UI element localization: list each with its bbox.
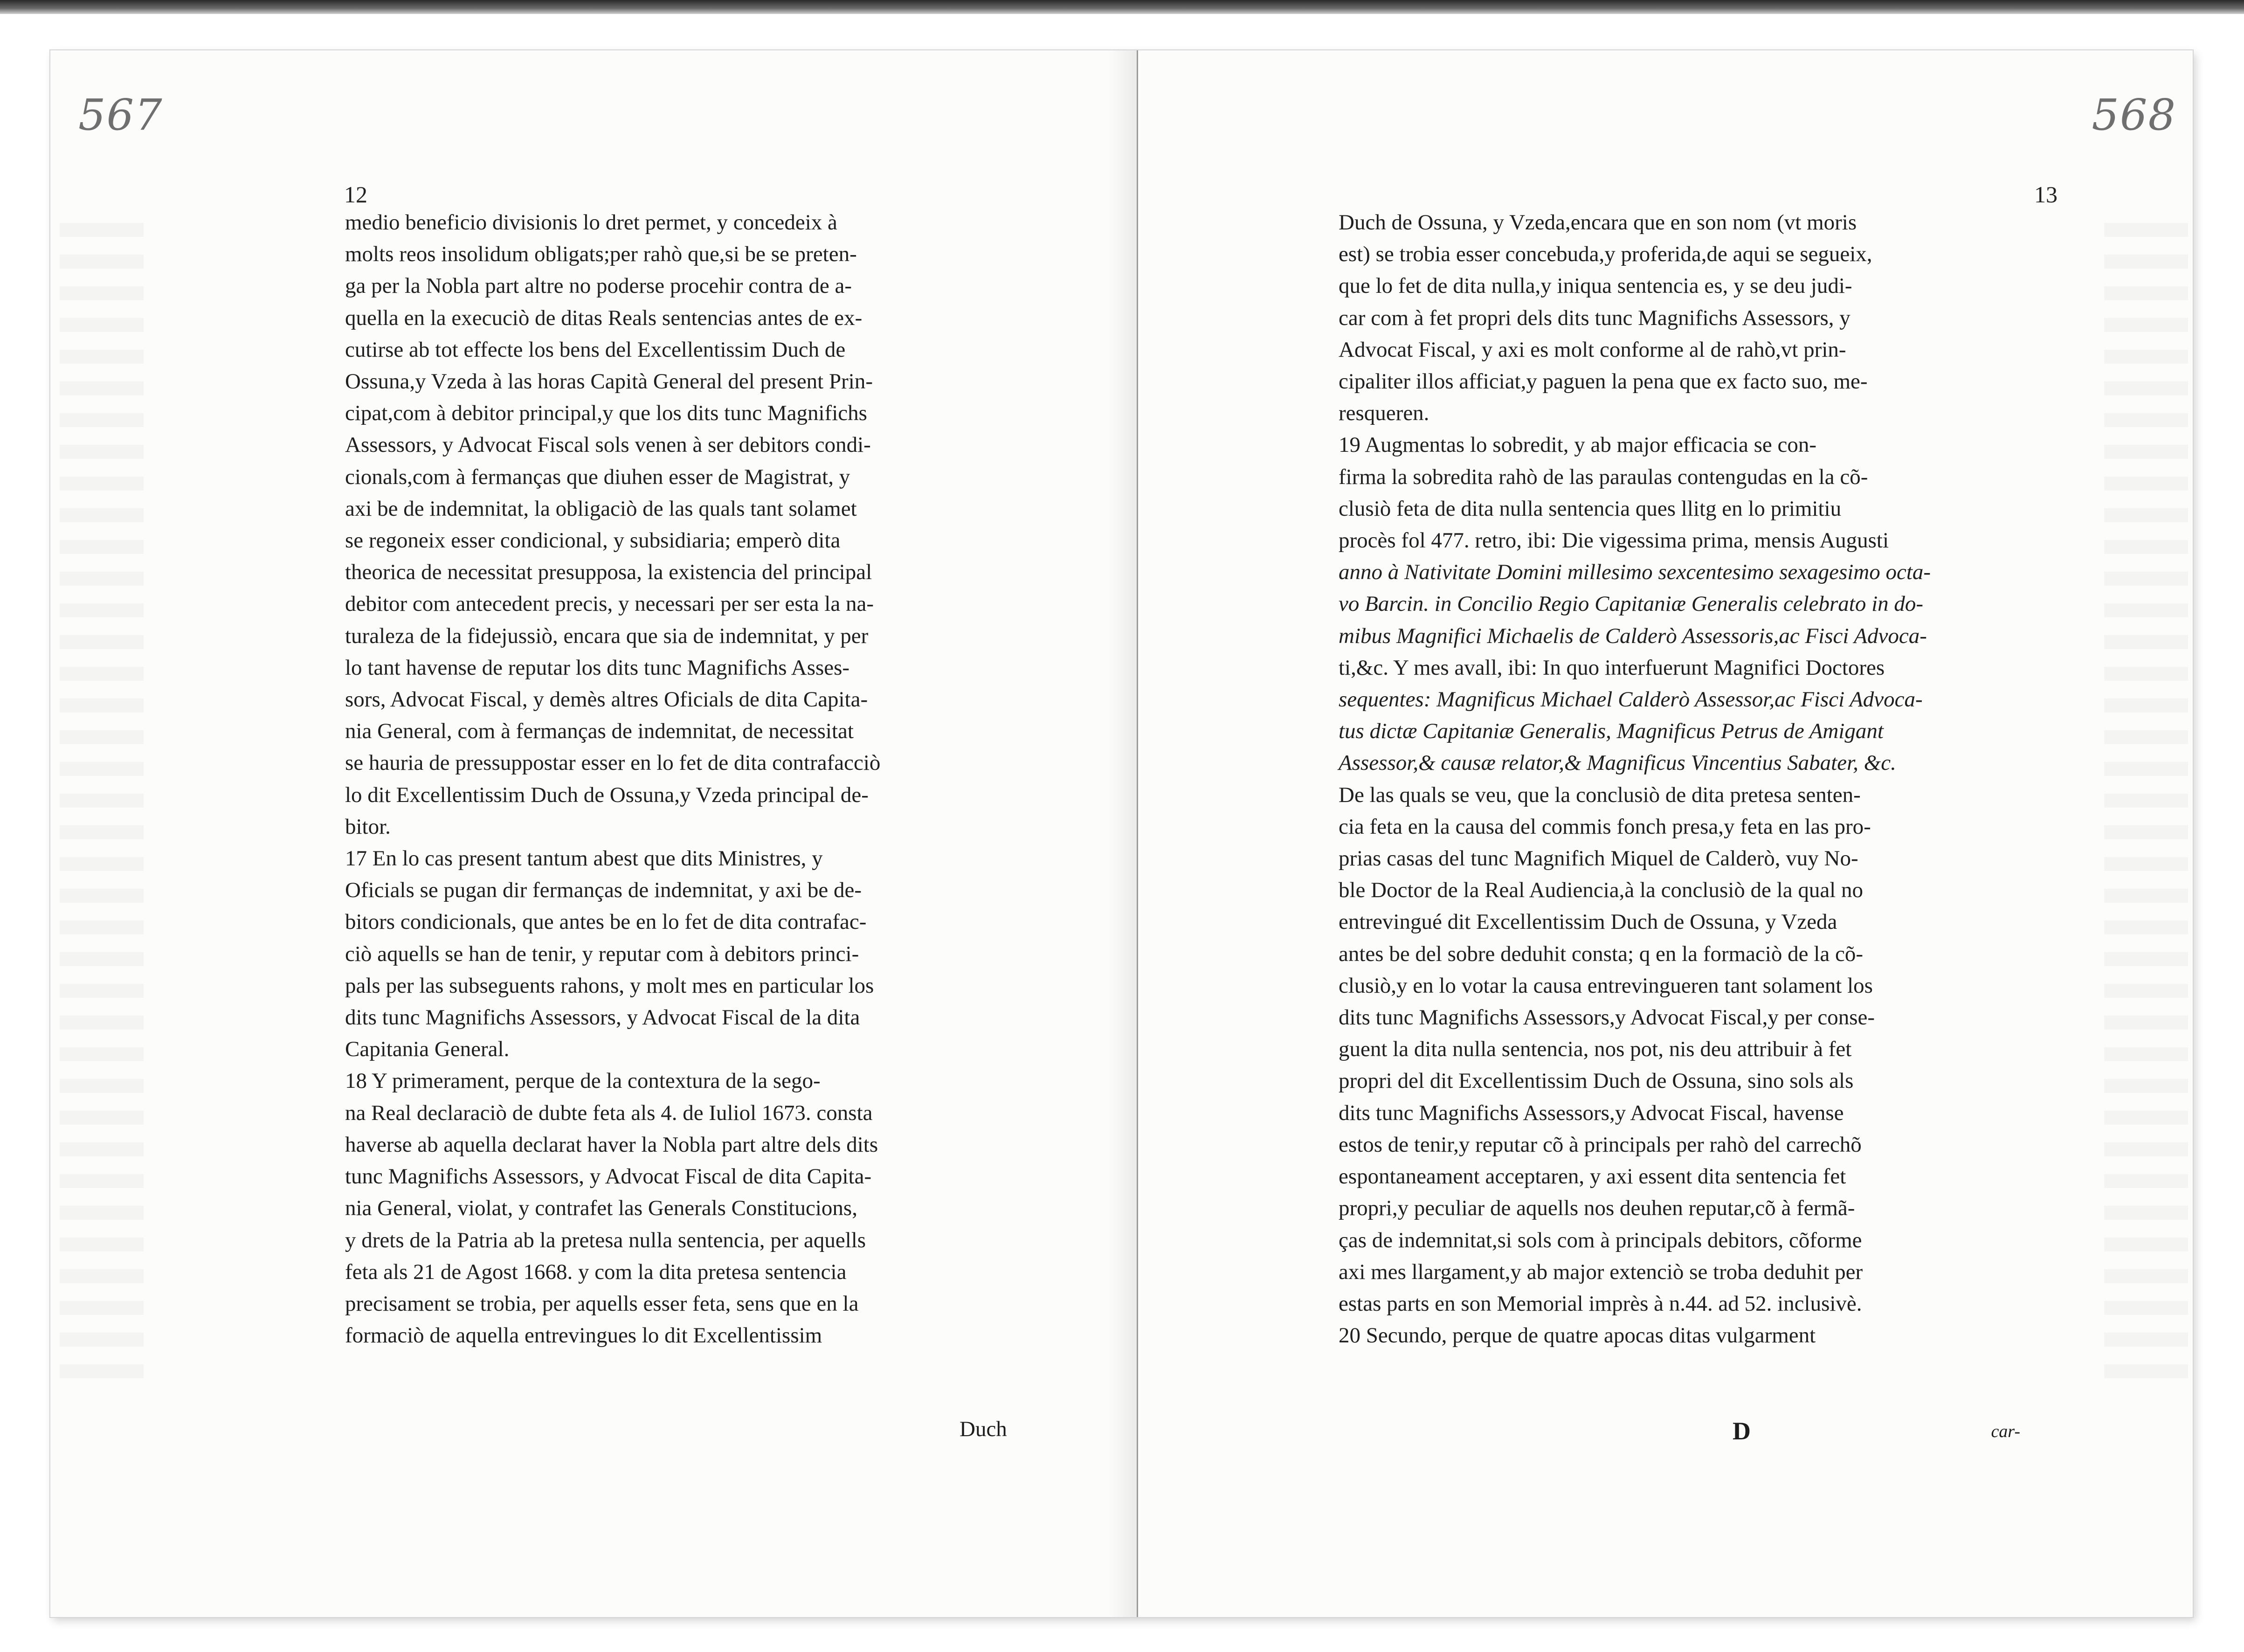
text-line: quella en la execuciò de ditas Reals sentencias antes de ex- (345, 305, 863, 330)
text-line: estas parts en son Memorial imprès à n.44. ad 52. inclusivè. (1339, 1291, 1862, 1316)
text-line: De las quals se veu, que la conclusiò de dita pretesa senten- (1339, 782, 1861, 807)
text-line: bitors condicionals, que antes be en lo fet de dita contrafac- (345, 910, 867, 934)
text-line: Assessor,& causæ relator,& Magnificus Vincentius Sabater, &c. (1339, 751, 1896, 775)
text-line: ciò aquells se han de tenir, y reputar com à debitors princi- (345, 941, 859, 966)
text-line: mibus Magnifici Michaelis de Calderò Assessoris,ac Fisci Advoca- (1339, 623, 1927, 648)
text-line: haverse ab aquella declarat haver la Nobla part altre dels dits (345, 1132, 878, 1157)
text-line: precisament se trobia, per aquells esser feta, sens que en la (345, 1291, 859, 1316)
text-line: axi be de indemnitat, la obligaciò de las quals tant solamet (345, 496, 857, 521)
handwritten-folio-right: 568 (2092, 90, 2176, 140)
text-line: na Real declaraciò de dubte feta als 4. de Iuliol 1673. consta (345, 1100, 873, 1125)
text-line: propri,y peculiar de aquells nos deuhen reputar,cõ à fermã- (1339, 1196, 1855, 1221)
text-line: y drets de la Patria ab la pretesa nulla sentencia, per aquells (345, 1228, 866, 1252)
text-line: lo tant havense de reputar los dits tunc Magnifichs Asses- (345, 655, 850, 680)
handwritten-folio-left: 567 (78, 90, 163, 140)
text-line: prias casas del tunc Magnifich Miquel de Calderò, vuy No- (1339, 846, 1858, 871)
text-line: espontaneament acceptaren, y axi essent dita sentencia fet (1339, 1164, 1846, 1189)
text-line: ti,&c. Y mes avall, ibi: In quo interfuerunt Magnifici Doctores (1339, 655, 1885, 680)
text-line: Assessors, y Advocat Fiscal sols venen à ser debitors condi- (345, 433, 871, 457)
text-line: 18 Y primerament, perque de la contextura de la sego- (345, 1069, 821, 1093)
text-line: feta als 21 de Agost 1668. y com la dita pretesa sentencia (345, 1259, 847, 1284)
document-spread (50, 50, 2193, 1617)
text-line: formaciò de aquella entrevingues lo dit Excellentissim (345, 1323, 822, 1348)
text-line: tus dictæ Capitaniæ Generalis, Magnificus Petrus de Amigant (1339, 719, 1884, 744)
text-line: nia General, violat, y contrafet las Generals Constitucions, (345, 1196, 857, 1221)
text-line: 19 Augmentas lo sobredit, y ab major efficacia se con- (1339, 433, 1816, 457)
text-line: 17 En lo cas present tantum abest que dits Ministres, y (345, 846, 823, 871)
text-line: procès fol 477. retro, ibi: Die vigessima prima, mensis Augusti (1339, 528, 1889, 553)
catchword-left: Duch (960, 1417, 1007, 1441)
left-page (50, 50, 1138, 1617)
page-number-left: 12 (344, 181, 367, 207)
text-line: bitor. (345, 814, 391, 839)
text-line: tunc Magnifichs Assessors, y Advocat Fiscal de dita Capita- (345, 1164, 872, 1189)
text-line: nia General, com à fermanças de indemnitat, de necessitat (345, 719, 854, 744)
text-line: entrevingué dit Excellentissim Duch de Ossuna, y Vzeda (1339, 910, 1837, 934)
text-line: dits tunc Magnifichs Assessors,y Advocat Fiscal,y per conse- (1339, 1005, 1875, 1030)
text-line: car com à fet propri dels dits tunc Magnifichs Assessors, y (1339, 305, 1850, 330)
text-line: axi mes llargament,y ab major extenciò se troba deduhit per (1339, 1259, 1863, 1284)
text-line: Ossuna,y Vzeda à las horas Capità General del present Prin- (345, 369, 873, 394)
text-line: turaleza de la fidejussiò, encara que sia de indemnitat, y per (345, 623, 869, 648)
text-line: Duch de Ossuna, y Vzeda,encara que en son nom (vt moris (1339, 210, 1857, 235)
right-body-text (1339, 207, 1973, 1351)
left-body-text (345, 207, 1003, 1351)
text-line: Oficials se pugan dir fermanças de indemnitat, y axi be de- (345, 878, 862, 903)
text-line: dits tunc Magnifichs Assessors,y Advocat Fiscal, havense (1339, 1100, 1844, 1125)
text-line: que lo fet de dita nulla,y iniqua sentencia es, y se deu judi- (1339, 274, 1852, 298)
text-line: cipat,com à debitor principal,y que los dits tunc Magnifichs (345, 401, 867, 426)
scanner-top-band (0, 0, 2244, 14)
text-line: cipaliter illos afficiat,y paguen la pena que ex facto suo, me- (1339, 369, 1868, 394)
text-line: sequentes: Magnificus Michael Calderò Assessor,ac Fisci Advoca- (1339, 687, 1923, 712)
text-line: anno à Nativitate Domini millesimo sexcentesimo sexagesimo octa- (1339, 560, 1931, 585)
text-line: cionals,com à fermanças que diuhen esser de Magistrat, y (345, 464, 850, 489)
text-line: se hauria de pressuppostar esser en lo fet de dita contrafacciò (345, 751, 881, 775)
text-line: firma la sobredita rahò de las paraulas contengudas en la cõ- (1339, 464, 1868, 489)
bleed-through-left (60, 223, 144, 1389)
text-line: se regoneix esser condicional, y subsidiaria; emperò dita (345, 528, 841, 553)
text-line: Capitania General. (345, 1037, 510, 1062)
text-line: dits tunc Magnifichs Assessors, y Advocat Fiscal de la dita (345, 1005, 860, 1030)
text-line: debitor com antecedent precis, y necessari per ser esta la na- (345, 592, 874, 616)
text-line: ga per la Nobla part altre no poderse procehir contra de a- (345, 274, 852, 298)
gutter-shadow-left (1109, 50, 1137, 1617)
text-line: clusiò feta de dita nulla sentencia ques llitg en lo primitiu (1339, 496, 1842, 521)
text-line: vo Barcin. in Concilio Regio Capitaniæ Generalis celebrato in do- (1339, 592, 1924, 616)
catchword-right: car- (1991, 1422, 2020, 1441)
right-page (1138, 50, 2193, 1617)
text-line: cutirse ab tot effecte los bens del Excellentissim Duch de (345, 337, 846, 362)
text-line: Advocat Fiscal, y axi es molt conforme al de rahò,vt prin- (1339, 337, 1846, 362)
text-line: 20 Secundo, perque de quatre apocas ditas vulgarment (1339, 1323, 1816, 1348)
text-line: guent la dita nulla sentencia, nos pot, nis deu attribuir à fet (1339, 1037, 1852, 1062)
text-line: propri del dit Excellentissim Duch de Ossuna, sino sols als (1339, 1069, 1854, 1093)
signature-mark: D (1733, 1417, 1751, 1445)
text-line: sors, Advocat Fiscal, y demès altres Oficials de dita Capita- (345, 687, 868, 712)
text-line: medio beneficio divisionis lo dret permet, y concedeix à (345, 210, 837, 235)
text-line: clusiò,y en lo votar la causa entrevingueren tant solament los (1339, 973, 1873, 998)
text-line: ble Doctor de la Real Audiencia,à la conclusiò de la qual no (1339, 878, 1863, 903)
text-line: estos de tenir,y reputar cõ à principals per rahò del carrechõ (1339, 1132, 1862, 1157)
text-line: est) se trobia esser concebuda,y proferida,de aqui se segueix, (1339, 242, 1872, 267)
text-line: cia feta en la causa del commis fonch presa,y feta en las pro- (1339, 814, 1871, 839)
text-line: lo dit Excellentissim Duch de Ossuna,y Vzeda principal de- (345, 782, 869, 807)
text-line: ças de indemnitat,si sols com à principals debitors, cõforme (1339, 1228, 1862, 1252)
text-line: antes be del sobre deduhit consta; q en la formaciò de la cõ- (1339, 941, 1863, 966)
text-line: theorica de necessitat presupposa, la existencia del principal (345, 560, 872, 585)
text-line: resqueren. (1339, 401, 1429, 426)
page-number-right: 13 (2034, 181, 2058, 207)
text-line: molts reos insolidum obligats;per rahò que,si be se preten- (345, 242, 857, 267)
text-line: pals per las subseguents rahons, y molt mes en particular los (345, 973, 874, 998)
bleed-through-right (2104, 223, 2188, 1389)
